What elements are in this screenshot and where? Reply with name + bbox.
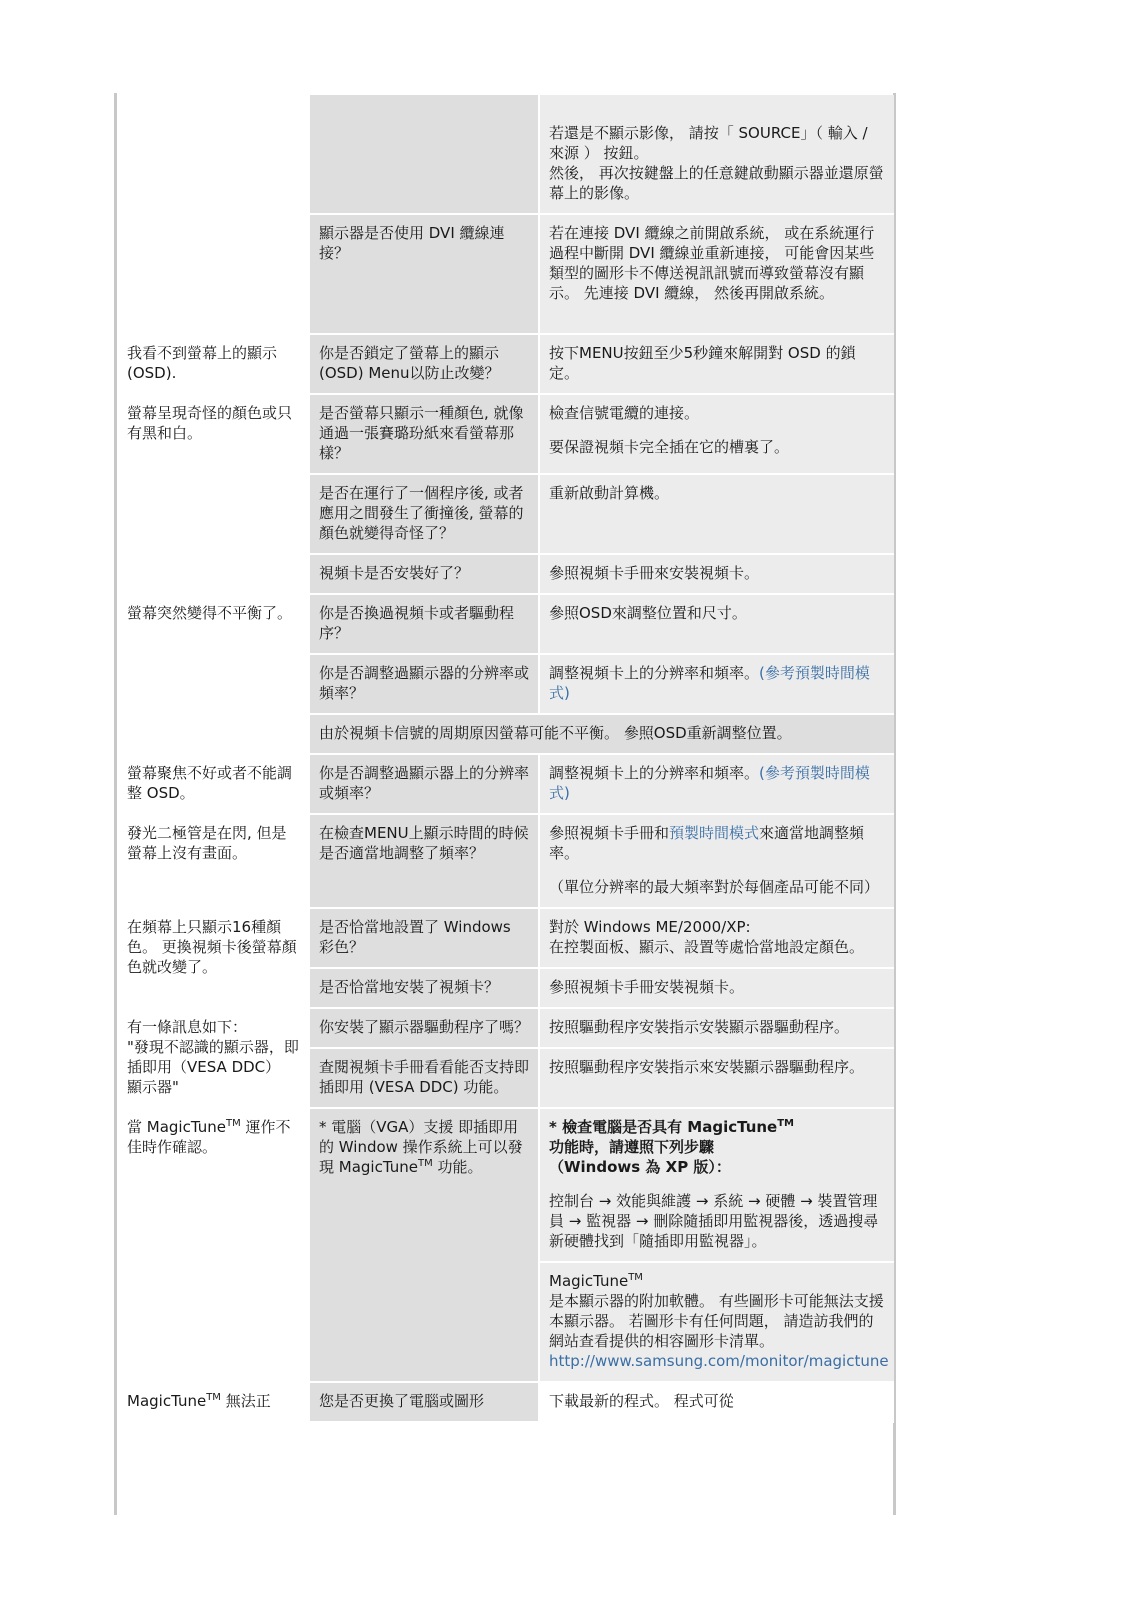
solution-text: MagicTune (549, 1272, 629, 1290)
table-row (118, 595, 894, 655)
symptom-cell (118, 1009, 308, 1109)
solution-cell: 按照驅動程序安裝指示來安裝顯示器驅動程序。 (538, 1049, 894, 1109)
troubleshooting-frame (114, 93, 896, 1515)
frame-left-border (114, 93, 117, 1515)
check-cell: 你是否換過視頻卡或者驅動程序？ (308, 595, 538, 655)
solution-text: 對於 Windows ME/2000/XP: (549, 918, 751, 936)
check-cell: 你安裝了顯示器驅動程序了嗎？ (308, 1009, 538, 1049)
solution-text: 參照視頻卡手冊和 (549, 824, 670, 842)
symptom-cell: 螢幕呈現奇怪的顏色或只有黑和白。 (118, 395, 308, 595)
solution-cell: 參照視頻卡手冊來安裝視頻卡。 (538, 555, 894, 595)
solution-cell (538, 395, 894, 475)
symptom-text: "發現不認識的顯示器，即插即用（VESA DDC） (127, 1038, 299, 1076)
symptom-cell: 發光二極管是在閃, 但是螢幕上沒有畫面。 (118, 815, 308, 909)
trademark-mark: TM (777, 1118, 795, 1129)
symptom-cell: 螢幕聚焦不好或者不能調整 OSD。 (118, 755, 308, 815)
trademark-mark: TM (417, 1158, 433, 1169)
symptom-text: MagicTune (127, 1392, 207, 1410)
solution-text: 檢查信號電纜的連接。 (549, 404, 700, 422)
solution-cell (538, 95, 894, 215)
timing-mode-link[interactable]: (參考預製時間模式) (549, 664, 870, 702)
solution-text: 調整視頻卡上的分辨率和頻率。 (549, 664, 760, 682)
magictune-url-link[interactable]: http://www.samsung.com/monitor/magictune (549, 1352, 889, 1370)
solution-cell: 按下MENU按鈕至少5秒鐘來解開對 OSD 的鎖定。 (538, 335, 894, 395)
check-cell: 查閱視頻卡手冊看看能否支持即插即用 (VESA DDC) 功能。 (308, 1049, 538, 1109)
solution-cell (538, 815, 894, 909)
symptom-cell: 螢幕突然變得不平衡了。 (118, 595, 308, 755)
solution-text: 然後， 再次按鍵盤上的任意鍵啟動顯示器並還原螢幕上的影像。 (549, 164, 884, 202)
solution-cell: 下載最新的程式。 程式可從 (538, 1383, 894, 1423)
timing-mode-link[interactable]: (參考預製時間模式) (549, 764, 870, 802)
solution-text: 來適當地調整頻率。 (549, 824, 865, 862)
check-cell: 您是否更換了電腦或圖形 (308, 1383, 538, 1423)
check-cell: 你是否調整過顯示器上的分辨率或頻率？ (308, 755, 538, 815)
timing-mode-link[interactable]: 預製時間模式 (669, 824, 760, 842)
solution-cell: 重新啟動計算機。 (538, 475, 894, 555)
solution-cell: 按照驅動程序安裝指示安裝顯示器驅動程序。 (538, 1009, 894, 1049)
table-row (118, 755, 894, 815)
solution-cell (538, 755, 894, 815)
symptom-text: 有一條訊息如下： (127, 1018, 248, 1036)
note-cell: 由於視頻卡信號的周期原因螢幕可能不平衡。 參照OSD重新調整位置。 (308, 715, 894, 755)
symptom-text: 無法正 (220, 1392, 271, 1410)
table-row (118, 1383, 894, 1423)
symptom-cell: 我看不到螢幕上的顯示 (OSD). (118, 335, 308, 395)
check-cell: 視頻卡是否安裝好了？ (308, 555, 538, 595)
symptom-cell (118, 1109, 308, 1383)
solution-cell (538, 1109, 894, 1263)
trademark-mark: TM (206, 1392, 221, 1403)
table-row (118, 909, 894, 969)
solution-cell (538, 655, 894, 715)
table-row (118, 335, 894, 395)
solution-cell (538, 909, 894, 969)
check-cell (308, 95, 538, 215)
solution-cell: 若在連接 DVI 纜線之前開啟系統， 或在系統運行過程中斷開 DVI 纜線並重新連接， 可能會因某些類型的圖形卡不傳送視訊訊號而導致螢幕沒有顯示。 先連接 DVI 纜線， 然後再開啟系統。 (538, 215, 894, 335)
solution-text: 要保證視頻卡完全插在它的槽裏了。 (549, 438, 790, 456)
solution-heading: （Windows 為 XP 版）： (549, 1158, 731, 1176)
check-cell: 顯示器是否使用 DVI 纜線連接？ (308, 215, 538, 335)
solution-note: （單位分辨率的最大頻率對於每個產品可能不同） (549, 878, 880, 896)
solution-text: 在控製面板、顯示、設置等處恰當地設定顏色。 (549, 938, 865, 956)
check-cell: 是否恰當地安裝了視頻卡？ (308, 969, 538, 1009)
symptom-text: 顯示器" (127, 1078, 179, 1096)
symptom-cell (118, 1383, 308, 1423)
trademark-mark: TM (225, 1118, 241, 1129)
table-row (118, 95, 894, 215)
trademark-mark: TM (628, 1272, 643, 1283)
solution-cell (538, 1263, 894, 1383)
solution-text: 是本顯示器的附加軟體。 有些圖形卡可能無法支援本顯示器。 若圖形卡有任何問題， 請造訪我們的網站查看提供的相容圖形卡清單。 (549, 1292, 884, 1350)
solution-cell: 參照視頻卡手冊安裝視頻卡。 (538, 969, 894, 1009)
solution-heading: * 檢查電腦是否具有 MagicTune (549, 1118, 778, 1136)
solution-heading: 功能時，請遵照下列步驟 (549, 1138, 715, 1156)
solution-text: 控制台 → 效能與維護 → 系統 → 硬體 → 裝置管理員 → 監視器 → 刪除隨插即用監視器後，透過搜尋新硬體找到「隨插即用監視器」。 (549, 1192, 879, 1250)
check-cell: 你是否調整過顯示器的分辨率或頻率？ (308, 655, 538, 715)
check-cell: 在檢查MENU上顯示時間的時候是否適當地調整了頻率？ (308, 815, 538, 909)
check-cell (308, 1109, 538, 1383)
check-text: * 電腦（VGA）支援 即插即用的 Window 操作系統上可以發現 MagicTune (319, 1118, 523, 1176)
symptom-cell (118, 95, 308, 335)
table-row (118, 395, 894, 475)
check-cell: 是否恰當地設置了 Windows 彩色？ (308, 909, 538, 969)
solution-cell: 參照OSD來調整位置和尺寸。 (538, 595, 894, 655)
symptom-cell: 在頻幕上只顯示16種顏色。 更換視頻卡後螢幕顏色就改變了。 (118, 909, 308, 1009)
symptom-text: 當 MagicTune (127, 1118, 226, 1136)
table-row (118, 1109, 894, 1263)
troubleshooting-table (118, 95, 894, 1423)
check-cell: 你是否鎖定了螢幕上的顯示(OSD) Menu以防止改變？ (308, 335, 538, 395)
table-row (118, 815, 894, 909)
solution-text: 若還是不顯示影像， 請按「 SOURCE」（ 輸入 / 來源 ） 按鈕。 (549, 124, 868, 162)
table-row (118, 1009, 894, 1049)
check-text: 功能。 (437, 1158, 483, 1176)
check-cell: 是否螢幕只顯示一種顏色, 就像通過一張賽璐玢紙來看螢幕那樣？ (308, 395, 538, 475)
check-cell: 是否在運行了一個程序後, 或者應用之間發生了衝撞後, 螢幕的顏色就變得奇怪了？ (308, 475, 538, 555)
symptom-text: 運作不佳時作確認。 (127, 1118, 291, 1156)
solution-text: 調整視頻卡上的分辨率和頻率。 (549, 764, 760, 782)
